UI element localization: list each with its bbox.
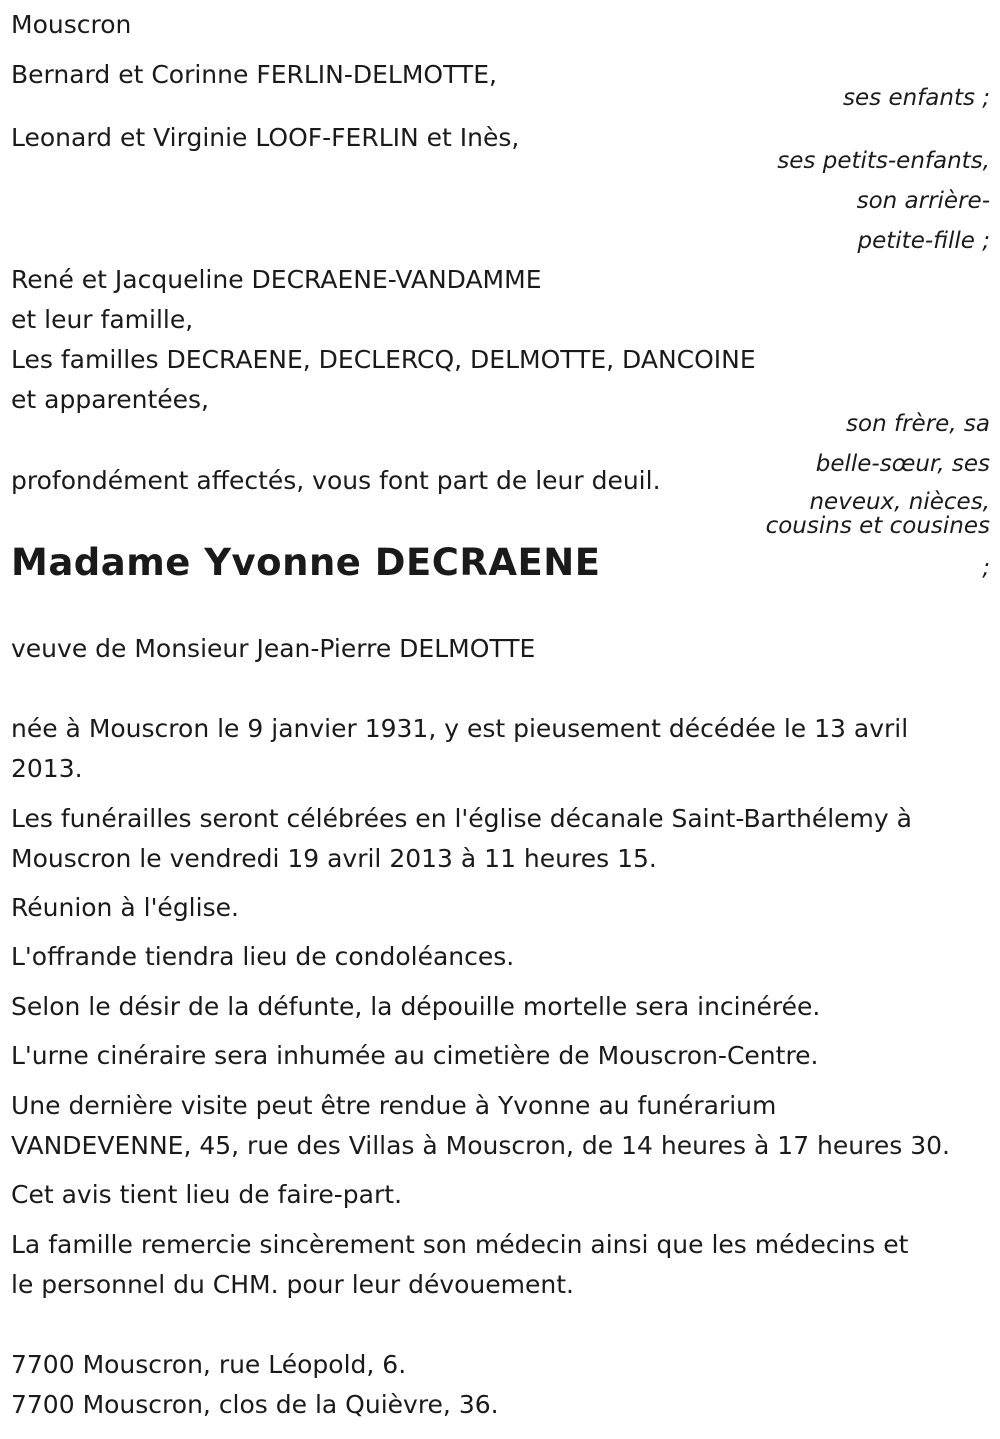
body-meeting: Réunion à l'église.	[11, 893, 239, 922]
siblings-line-3: Les familles DECRAENE, DECLERCQ, DELMOTTE, DANCOINE	[11, 345, 756, 374]
body-cremation: Selon le désir de la défunte, la dépouille mortelle sera incinérée.	[11, 992, 821, 1021]
siblings-role-3: neveux, nièces,	[809, 489, 990, 515]
widow-line: veuve de Monsieur Jean-Pierre DELMOTTE	[11, 634, 536, 663]
siblings-role-2: belle-sœur, ses	[815, 451, 990, 477]
deceased-name: Madame Yvonne DECRAENE	[11, 541, 601, 584]
grandchildren-role-3: petite-fille ;	[857, 228, 990, 254]
address-2: 7700 Mouscron, clos de la Quièvre, 36.	[11, 1390, 499, 1419]
body-thanks-line-2: le personnel du CHM. pour leur dévouement.	[11, 1270, 574, 1299]
body-visit-line-1: Une dernière visite peut être rendue à Yvonne au funérarium	[11, 1091, 777, 1120]
siblings-line-4: et apparentées,	[11, 385, 209, 414]
body-visit-line-2: VANDEVENNE, 45, rue des Villas à Mouscron, de 14 heures à 17 heures 30.	[11, 1131, 950, 1160]
body-funeral-line-2: Mouscron le vendredi 19 avril 2013 à 11 heures 15.	[11, 844, 657, 873]
children-line: Bernard et Corinne FERLIN-DELMOTTE,	[11, 60, 497, 89]
siblings-line-2: et leur famille,	[11, 305, 194, 334]
body-urn: L'urne cinéraire sera inhumée au cimetière de Mouscron-Centre.	[11, 1041, 819, 1070]
body-birth-line-2: 2013.	[11, 754, 83, 783]
address-1: 7700 Mouscron, rue Léopold, 6.	[11, 1350, 407, 1379]
siblings-line-1: René et Jacqueline DECRAENE-VANDAMME	[11, 265, 542, 294]
siblings-role-1: son frère, sa	[846, 411, 990, 437]
body-thanks-line-1: La famille remercie sincèrement son médecin ainsi que les médecins et	[11, 1230, 909, 1259]
body-notice: Cet avis tient lieu de faire-part.	[11, 1180, 403, 1209]
body-birth-line-1: née à Mouscron le 9 janvier 1931, y est pieusement décédée le 13 avril	[11, 714, 909, 743]
announcement-line: profondément affectés, vous font part de leur deuil.	[11, 466, 661, 495]
siblings-role-5: ;	[982, 555, 990, 581]
grandchildren-role-2: son arrière-	[856, 188, 990, 214]
body-funeral-line-1: Les funérailles seront célébrées en l'église décanale Saint-Barthélemy à	[11, 804, 912, 833]
body-offering: L'offrande tiendra lieu de condoléances.	[11, 942, 515, 971]
city-heading: Mouscron	[11, 10, 132, 39]
children-role: ses enfants ;	[843, 85, 990, 111]
grandchildren-line: Leonard et Virginie LOOF-FERLIN et Inès,	[11, 123, 520, 152]
grandchildren-role-1: ses petits-enfants,	[777, 148, 990, 174]
siblings-role-4: cousins et cousines	[765, 513, 990, 539]
